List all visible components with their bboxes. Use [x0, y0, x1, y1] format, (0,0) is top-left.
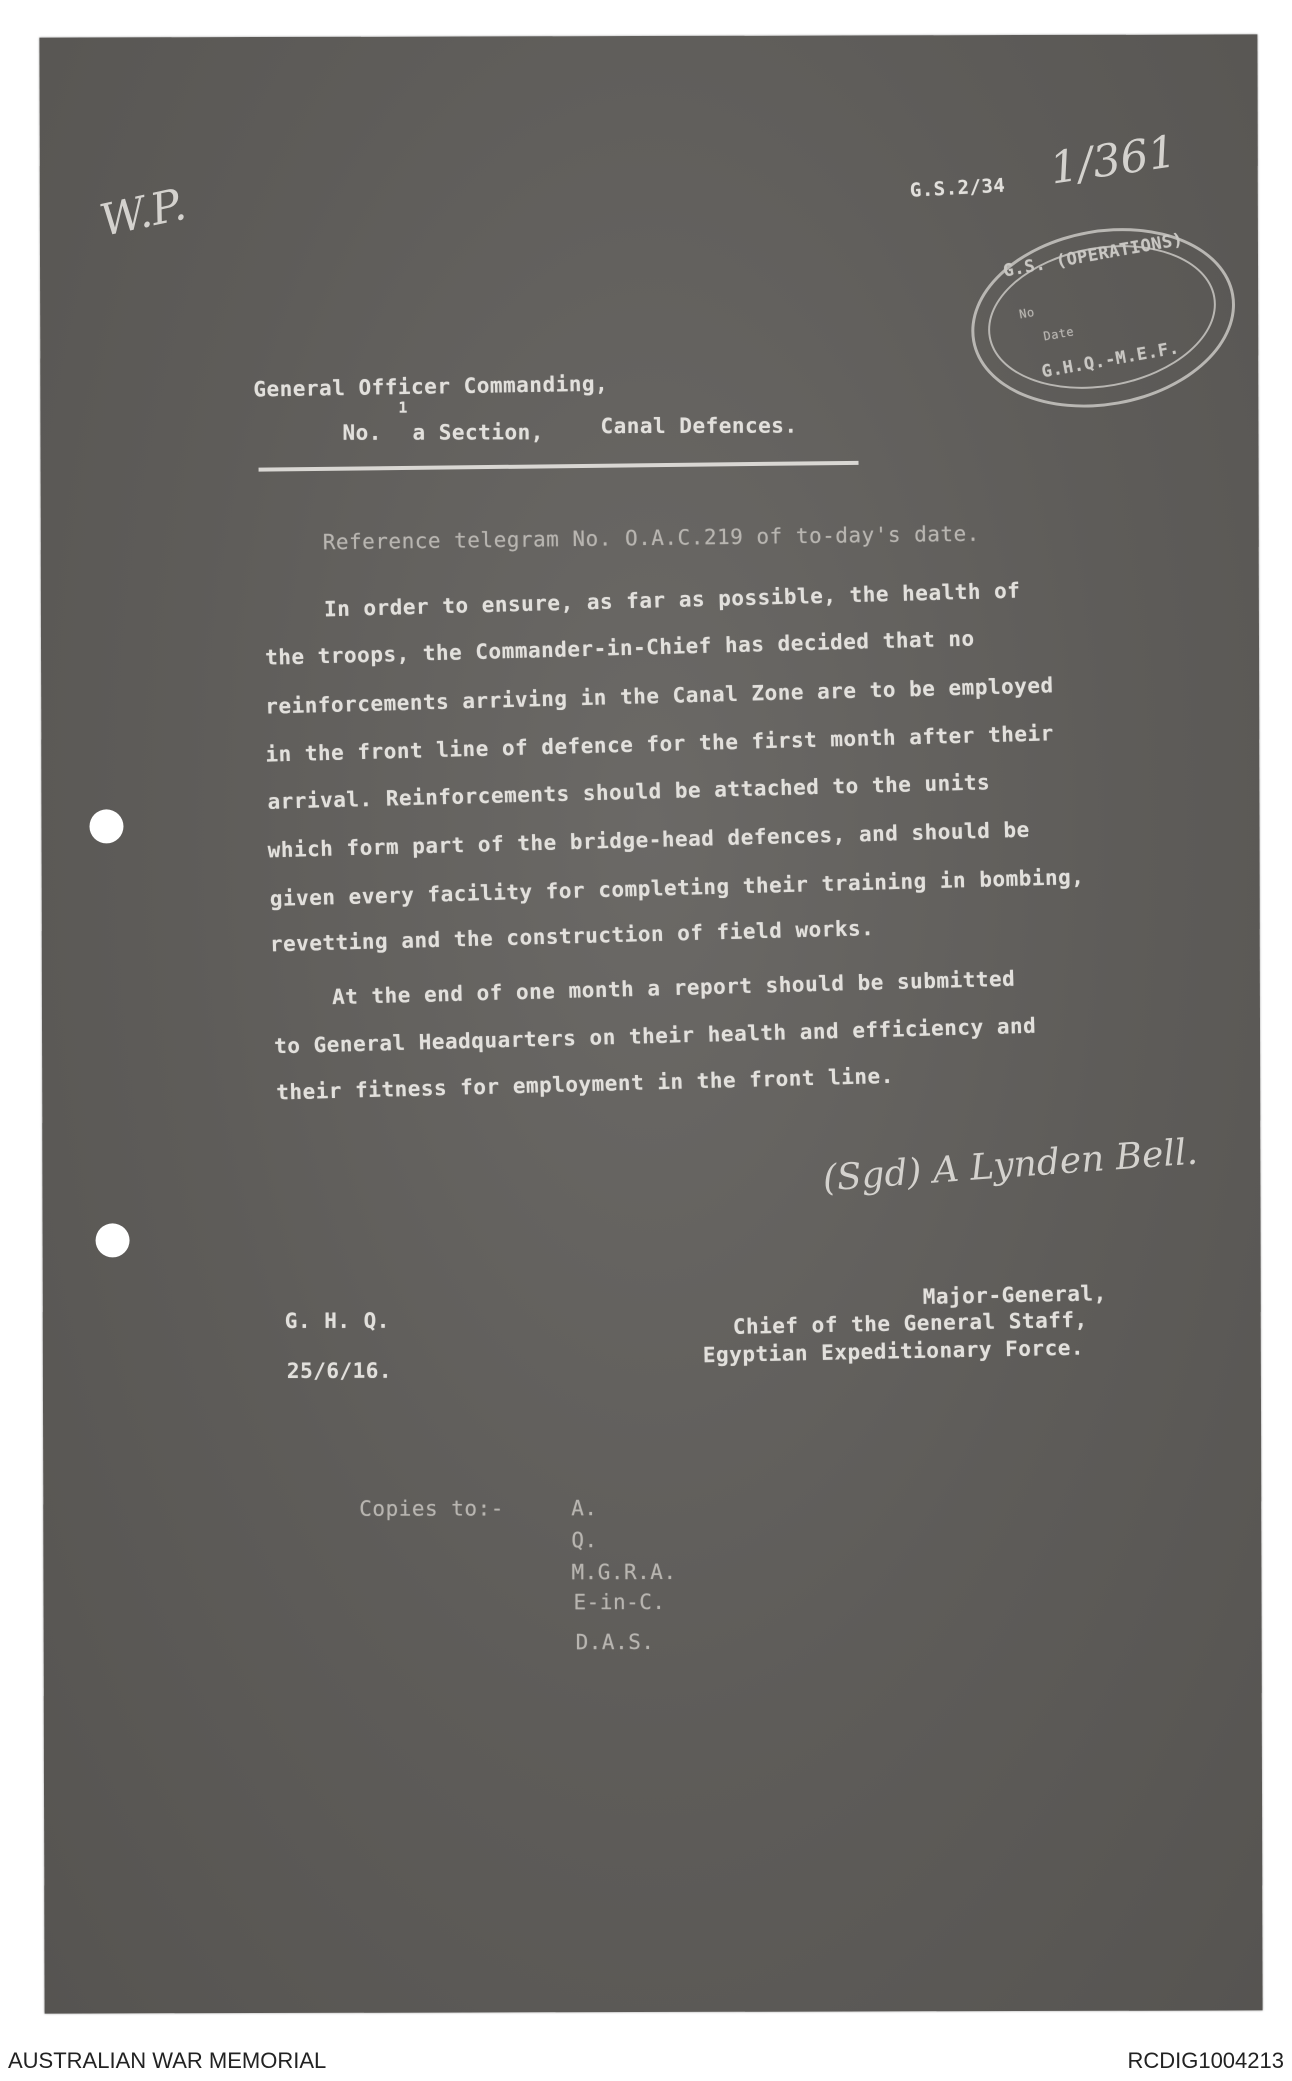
stamp-title: G.S. (OPERATIONS) [1001, 229, 1185, 282]
file-reference: G.S.2/34 [909, 174, 1006, 202]
punch-hole [89, 809, 123, 843]
signatory-rank: Major-General, [922, 1281, 1107, 1309]
copy-recipient: M.G.R.A. [571, 1559, 677, 1585]
place: G. H. Q. [284, 1308, 390, 1333]
signature: (Sgd) A Lynden Bell. [821, 1131, 1200, 1200]
operations-stamp [957, 208, 1250, 428]
signatory-title: Chief of the General Staff, [732, 1307, 1088, 1339]
stamp-date-label: Date [1042, 324, 1076, 344]
footer-archive-name: AUSTRALIAN WAR MEMORIAL [8, 2048, 327, 2073]
body-line: given every facility for completing their training in bombing, [269, 864, 1085, 911]
copy-recipient: Q. [571, 1528, 598, 1553]
handwritten-file-number: 1/361 [1046, 126, 1180, 195]
body-line: their fitness for employment in the front line. [275, 1063, 895, 1105]
section-number: 1 [398, 398, 408, 417]
copy-recipient: A. [571, 1496, 598, 1521]
stamp-no-label: No [1018, 304, 1036, 322]
heading-underline [259, 461, 859, 472]
body-line: to General Headquarters on their health and efficiency and [273, 1013, 1037, 1059]
body-line: In order to ensure, as far as possible, the health of [323, 578, 1021, 622]
section-suffix: a Section, [412, 420, 544, 445]
footer-image-id: RCDIG1004213 [1127, 2048, 1284, 2073]
signatory-force: Egyptian Expeditionary Force. [702, 1335, 1085, 1368]
copy-recipient: E-in-C. [573, 1589, 666, 1615]
body-line: reinforcements arriving in the Canal Zone are to be employed [264, 673, 1054, 719]
addressee-line-1: General Officer Commanding, [253, 371, 609, 402]
stamp-bottom: G.H.Q.-M.E.F. [1040, 338, 1181, 383]
body-line: in the front line of defence for the first month after their [265, 721, 1055, 767]
body-line: At the end of one month a report should be submitted [331, 966, 1016, 1010]
addressee-no: No. [342, 420, 382, 445]
document-sheet [39, 34, 1262, 2013]
date: 25/6/16. [286, 1358, 393, 1383]
body-line: which form part of the bridge-head defences, and should be [267, 817, 1031, 863]
body-line: the troops, the Commander-in-Chief has decided that no [264, 626, 975, 670]
punch-hole [96, 1223, 130, 1257]
handwritten-initials: W.P. [95, 178, 191, 247]
body-line: revetting and the construction of field works. [269, 916, 875, 957]
reference-line: Reference telegram No. O.A.C.219 of to-day's date. [322, 521, 981, 555]
copy-recipient: D.A.S. [575, 1629, 655, 1655]
copies-label: Copies to:- [359, 1496, 504, 1521]
body-line: arrival. Reinforcements should be attached to the units [267, 770, 991, 814]
addressee-line-2: Canal Defences. [600, 413, 798, 439]
